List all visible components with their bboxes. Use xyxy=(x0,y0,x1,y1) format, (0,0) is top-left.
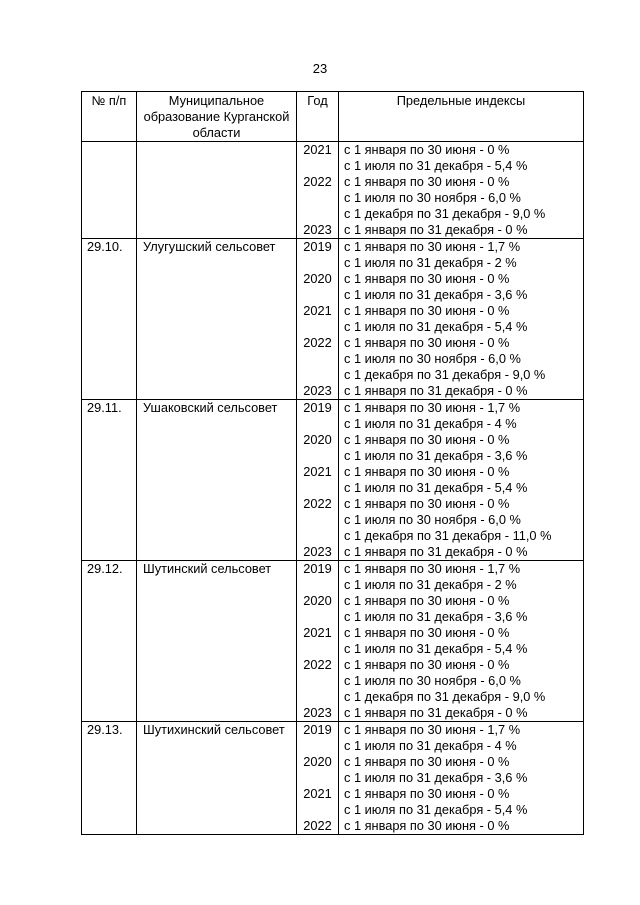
municipality-name: Ушаковский сельсовет xyxy=(137,400,297,561)
table-row xyxy=(82,142,584,239)
index-value: с 1 января по 30 июня - 1,7 % xyxy=(344,561,521,576)
municipality-name: Шутихинский сельсовет xyxy=(137,722,297,835)
index-cell xyxy=(339,561,584,722)
year-value xyxy=(297,641,338,657)
header-year: Год xyxy=(297,92,339,142)
index-value: с 1 января по 30 июня - 0 % xyxy=(344,142,510,157)
year-value: 2023 xyxy=(303,222,332,237)
index-value: с 1 января по 30 июня - 0 % xyxy=(344,303,510,318)
year-value xyxy=(297,287,338,303)
year-value xyxy=(297,255,338,271)
index-value: с 1 июля по 31 декабря - 4 % xyxy=(344,738,517,753)
row-number: 29.11. xyxy=(82,400,137,561)
table-header-row xyxy=(82,92,584,142)
year-value xyxy=(297,158,338,174)
year-value xyxy=(297,673,338,689)
year-value: 2020 xyxy=(303,432,332,447)
table-row xyxy=(82,561,584,722)
index-value: с 1 июля по 31 декабря - 3,6 % xyxy=(344,448,528,463)
year-value: 2019 xyxy=(303,561,332,576)
index-value: с 1 января по 30 июня - 0 % xyxy=(344,496,510,511)
index-value: с 1 января по 30 июня - 0 % xyxy=(344,593,510,608)
year-value: 2022 xyxy=(303,818,332,833)
index-value: с 1 июля по 30 ноября - 6,0 % xyxy=(344,190,521,205)
index-value: с 1 июля по 30 ноября - 6,0 % xyxy=(344,351,521,366)
index-value: с 1 января по 31 декабря - 0 % xyxy=(344,383,528,398)
row-number: 29.12. xyxy=(82,561,137,722)
index-value: с 1 января по 30 июня - 0 % xyxy=(344,271,510,286)
year-value: 2022 xyxy=(303,174,332,189)
year-value: 2020 xyxy=(303,754,332,769)
year-value: 2019 xyxy=(303,722,332,737)
year-value: 2020 xyxy=(303,593,332,608)
index-value: с 1 декабря по 31 декабря - 9,0 % xyxy=(344,206,546,221)
year-cell xyxy=(297,400,339,561)
year-value xyxy=(297,448,338,464)
index-value: с 1 июля по 31 декабря - 3,6 % xyxy=(344,770,528,785)
tariff-index-table xyxy=(81,91,584,835)
municipality-name: Шутинский сельсовет xyxy=(137,561,297,722)
municipality-name: Улугушский сельсовет xyxy=(137,239,297,400)
index-value: с 1 июля по 31 декабря - 5,4 % xyxy=(344,480,528,495)
index-value: с 1 июля по 30 ноября - 6,0 % xyxy=(344,512,521,527)
header-num: № п/п xyxy=(82,92,137,142)
year-value xyxy=(297,206,338,222)
year-value: 2021 xyxy=(303,303,332,318)
year-cell xyxy=(297,239,339,400)
year-value xyxy=(297,190,338,206)
index-value: с 1 января по 31 декабря - 0 % xyxy=(344,222,528,237)
municipality-name xyxy=(137,142,297,239)
year-value: 2023 xyxy=(303,705,332,720)
year-value xyxy=(297,480,338,496)
year-value: 2021 xyxy=(303,464,332,479)
index-value: с 1 июля по 31 декабря - 2 % xyxy=(344,577,517,592)
year-value: 2022 xyxy=(303,657,332,672)
index-value: с 1 января по 30 июня - 0 % xyxy=(344,818,510,833)
year-value xyxy=(297,351,338,367)
year-value: 2023 xyxy=(303,383,332,398)
index-value: с 1 июля по 31 декабря - 5,4 % xyxy=(344,319,528,334)
year-value: 2019 xyxy=(303,400,332,415)
year-value xyxy=(297,528,338,544)
row-number: 29.13. xyxy=(82,722,137,835)
year-value xyxy=(297,416,338,432)
year-value: 2021 xyxy=(303,625,332,640)
index-value: с 1 июля по 31 декабря - 2 % xyxy=(344,255,517,270)
year-value xyxy=(297,577,338,593)
year-value xyxy=(297,512,338,528)
index-cell xyxy=(339,142,584,239)
index-value: с 1 июля по 31 декабря - 5,4 % xyxy=(344,641,528,656)
table-body xyxy=(82,142,584,835)
row-number xyxy=(82,142,137,239)
index-value: с 1 декабря по 31 декабря - 11,0 % xyxy=(344,528,552,543)
index-cell xyxy=(339,722,584,835)
index-cell xyxy=(339,239,584,400)
table-row xyxy=(82,722,584,835)
year-value: 2023 xyxy=(303,544,332,559)
index-value: с 1 января по 30 июня - 0 % xyxy=(344,432,510,447)
year-value: 2021 xyxy=(303,786,332,801)
index-value: с 1 июля по 30 ноября - 6,0 % xyxy=(344,673,521,688)
index-value: с 1 января по 30 июня - 0 % xyxy=(344,335,510,350)
year-value xyxy=(297,609,338,625)
index-value: с 1 декабря по 31 декабря - 9,0 % xyxy=(344,367,546,382)
index-value: с 1 июля по 31 декабря - 3,6 % xyxy=(344,287,528,302)
index-value: с 1 июля по 31 декабря - 3,6 % xyxy=(344,609,528,624)
year-value xyxy=(297,738,338,754)
index-value: с 1 января по 30 июня - 0 % xyxy=(344,754,510,769)
row-number: 29.10. xyxy=(82,239,137,400)
year-value: 2019 xyxy=(303,239,332,254)
year-value: 2020 xyxy=(303,271,332,286)
year-value: 2022 xyxy=(303,335,332,350)
year-value xyxy=(297,802,338,818)
index-value: с 1 января по 30 июня - 0 % xyxy=(344,464,510,479)
index-value: с 1 января по 30 июня - 0 % xyxy=(344,657,510,672)
table-row xyxy=(82,239,584,400)
table-row xyxy=(82,400,584,561)
year-value xyxy=(297,319,338,335)
year-value xyxy=(297,689,338,705)
index-value: с 1 января по 30 июня - 0 % xyxy=(344,174,510,189)
index-value: с 1 декабря по 31 декабря - 9,0 % xyxy=(344,689,546,704)
year-cell xyxy=(297,142,339,239)
index-value: с 1 января по 31 декабря - 0 % xyxy=(344,544,528,559)
index-value: с 1 июля по 31 декабря - 5,4 % xyxy=(344,158,528,173)
year-cell xyxy=(297,561,339,722)
index-cell xyxy=(339,400,584,561)
header-indexes: Предельные индексы xyxy=(339,92,584,142)
index-value: с 1 января по 30 июня - 1,7 % xyxy=(344,239,521,254)
year-value xyxy=(297,770,338,786)
year-value: 2021 xyxy=(303,142,332,157)
year-value: 2022 xyxy=(303,496,332,511)
index-value: с 1 января по 31 декабря - 0 % xyxy=(344,705,528,720)
header-municipality: Муниципальное образование Курганской области xyxy=(137,92,297,142)
index-value: с 1 января по 30 июня - 0 % xyxy=(344,625,510,640)
index-value: с 1 июля по 31 декабря - 4 % xyxy=(344,416,517,431)
index-value: с 1 января по 30 июня - 1,7 % xyxy=(344,722,521,737)
year-value xyxy=(297,367,338,383)
page-number: 23 xyxy=(312,61,328,76)
index-value: с 1 июля по 31 декабря - 5,4 % xyxy=(344,802,528,817)
index-value: с 1 января по 30 июня - 1,7 % xyxy=(344,400,521,415)
index-value: с 1 января по 30 июня - 0 % xyxy=(344,786,510,801)
year-cell xyxy=(297,722,339,835)
